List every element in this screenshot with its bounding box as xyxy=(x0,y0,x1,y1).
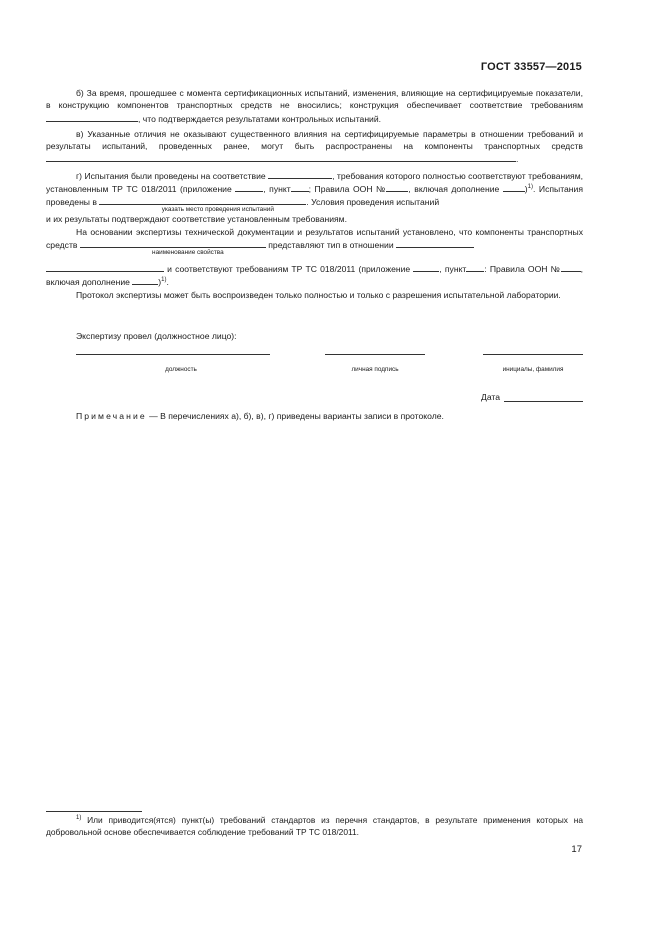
blank-un-regulation xyxy=(386,182,408,192)
name-line xyxy=(483,354,583,355)
blank-type-regard-2 xyxy=(46,262,164,272)
paragraph-b xyxy=(46,87,583,125)
blank-requirements xyxy=(46,112,138,122)
paragraph-g-text-8: . Условия проведения испытаний xyxy=(306,197,440,208)
name-caption: инициалы, фамилия xyxy=(502,366,564,373)
paragraph-v xyxy=(46,128,583,166)
note-text: В перечислениях а), б), в), г) приведены варианты записи в протоколе. xyxy=(160,411,444,421)
date-line xyxy=(504,392,583,402)
blank-standard xyxy=(268,169,332,179)
signature-caption: личная подпись xyxy=(351,366,399,373)
caption-test-location: указать место проведения испытаний xyxy=(161,206,274,214)
blank-test-location xyxy=(99,195,306,214)
paragraph-g-text-6: ) xyxy=(524,184,528,195)
footnote-ref-2: 1) xyxy=(161,276,167,283)
paragraph-g-text-3: , пункт xyxy=(263,184,291,195)
paragraph-basis-cont-text-4: , включая дополнение xyxy=(46,263,583,287)
footnote-ref: 1) xyxy=(527,184,533,191)
standard-header: ГОСТ 33557—2015 xyxy=(480,61,582,73)
footnote-mark: 1) xyxy=(76,815,82,821)
blank-type-regard xyxy=(396,238,474,248)
blank-clause-2 xyxy=(466,262,484,272)
blank-vehicle-components xyxy=(46,152,519,165)
paragraph-g-text-5: , включая дополнение xyxy=(408,184,503,195)
document-body xyxy=(46,87,583,304)
paragraph-g-text-4: ; Правила ООН № xyxy=(308,184,387,195)
note-label: Примечание xyxy=(76,411,147,421)
paragraph-basis-text-2: представляют тип в отношении xyxy=(265,240,397,251)
paragraph-b-text-2: , что подтверждается результатами контрольных испытаний. xyxy=(138,113,382,124)
paragraph-g xyxy=(46,169,584,214)
signature-label: Экспертизу провел (должностное лицо): xyxy=(76,331,237,341)
signature-line xyxy=(325,354,425,355)
paragraph-basis-cont-text-6: . xyxy=(166,276,169,287)
note xyxy=(76,411,444,421)
paragraph-basis-continuation xyxy=(46,262,583,289)
blank-supplement-2 xyxy=(132,275,158,285)
paragraph-basis-cont-text-1: и соответствуют требованиям ТР ТС 018/2011 (приложение xyxy=(164,263,414,274)
paragraph-g-text-7: . Испытания проведены в xyxy=(46,184,584,208)
paragraph-g-continuation: и их результаты подтверждают соответствие установленным требованиям. xyxy=(46,213,347,224)
date-label: Дата xyxy=(481,392,501,402)
paragraph-g-text-1: г) Испытания были проведены на соответствие xyxy=(76,170,269,181)
page-number: 17 xyxy=(571,844,582,855)
blank-property-name xyxy=(80,238,266,257)
paragraph-protocol: Протокол экспертизы может быть воспроизведен только полностью и только с разрешения испытательной лаборатории. xyxy=(76,290,561,301)
paragraph-basis xyxy=(46,226,583,257)
paragraph-basis-text-1: На основании экспертизы технической документации и результатов испытаний установлено, что компоненты транспортных средств xyxy=(46,226,583,251)
blank-annex-2 xyxy=(413,262,439,272)
position-caption: должность xyxy=(165,366,197,373)
footnote-text: Или приводится(ятся) пункт(ы) требований стандартов из перечня стандартов, в результате применения которых на добровольной основе обеспечивается соблюдение требований ТР ТС 018/2011. xyxy=(46,815,583,837)
caption-property-name: наименование свойства xyxy=(152,249,224,257)
footnote-rule xyxy=(46,811,142,812)
paragraph-basis-cont-text-5: ) xyxy=(158,276,162,287)
blank-clause xyxy=(291,182,309,192)
paragraph-g-text-2: , требования которого полностью соответствуют требованиям, установленным ТР ТС 018/2011 (приложение xyxy=(46,170,583,195)
footnote xyxy=(46,815,583,838)
blank-un-regulation-2 xyxy=(561,262,581,272)
position-line xyxy=(76,354,270,355)
paragraph-basis-cont-text-3: : Правила ООН № xyxy=(484,263,561,274)
paragraph-v-text-2: . xyxy=(516,154,519,165)
paragraph-b-text-1: б) За время, прошедшее с момента сертификационных испытаний, изменения, влияющие на сертифицируемые показатели, в конструкцию компонентов транспортных средств не вносились; конструкция обеспечивает соответствие требованиям xyxy=(46,88,583,111)
paragraph-v-text-1: в) Указанные отличия не оказывают существенного влияния на сертифицируемые параметры в отношении требований и результаты испытаний, проведенных ранее, могут быть распространены на компоненты транспортных средств xyxy=(46,128,583,152)
paragraph-basis-cont-text-2: , пункт xyxy=(439,263,467,274)
note-dash: — xyxy=(146,411,161,421)
blank-supplement xyxy=(503,182,525,192)
blank-annex xyxy=(235,182,263,192)
